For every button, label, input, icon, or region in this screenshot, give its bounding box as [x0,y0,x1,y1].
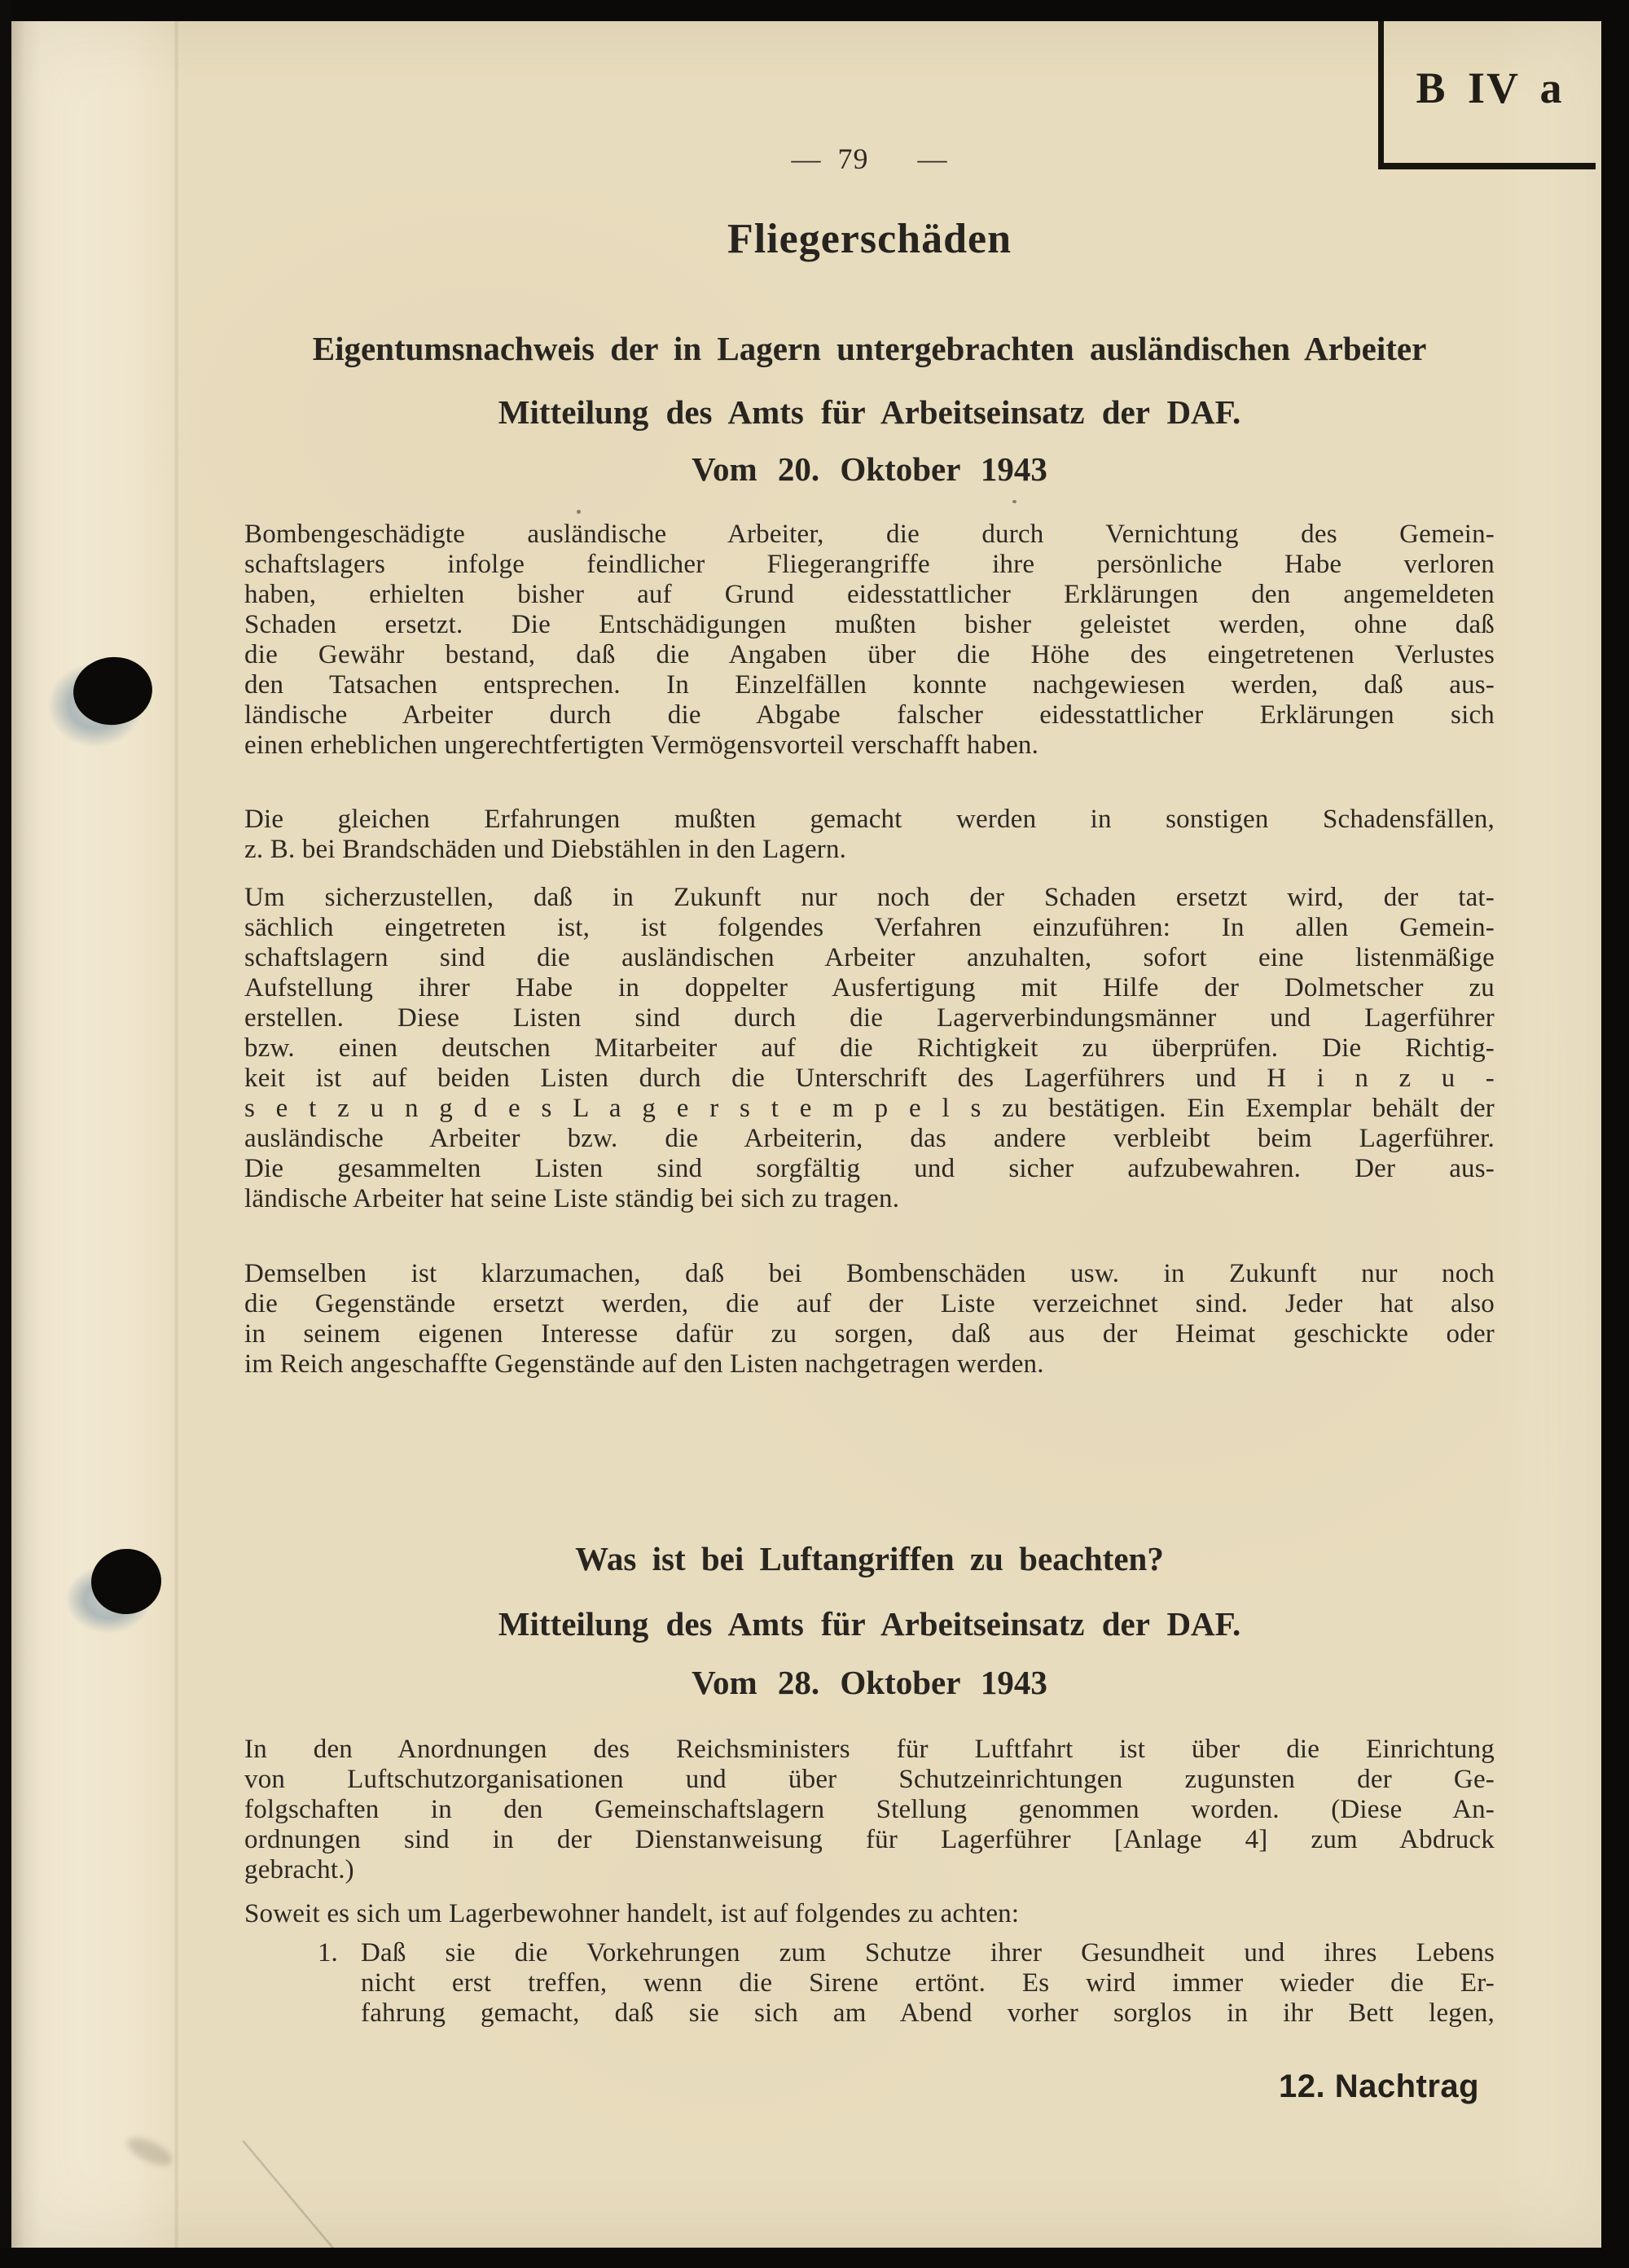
text-line: nicht erst treffen, wenn die Sirene ertönt. Es wird immer wieder die Er- [361,1968,1495,1998]
text-line: haben, erhielten bisher auf Grund eidesstattlicher Erklärungen den angemeldeten [244,580,1495,609]
text-line: ländische Arbeiter durch die Abgabe falscher eidesstattlicher Erklärungen sich [244,700,1495,730]
text-line: bzw. einen deutschen Mitarbeiter auf die Richtigkeit zu überprüfen. Die Richtig- [244,1033,1495,1063]
text-line: Schaden ersetzt. Die Entschädigungen mußten bisher geleistet werden, ohne daß [244,610,1495,639]
list-item [361,1938,1495,2029]
text-line: fahrung gemacht, daß sie sich am Abend vorher sorglos in ihr Bett legen, [361,1998,1495,2028]
text-line: In den Anordnungen des Reichsministers für Luftfahrt ist über die Einrichtung [244,1735,1495,1764]
text-line: Die gesammelten Listen sind sorgfältig und sicher aufzubewahren. Der aus- [244,1154,1495,1183]
scan-edge-bottom [0,2248,1629,2268]
text-line: den Tatsachen entsprechen. In Einzelfällen konnte nachgewiesen werden, daß aus- [244,670,1495,700]
text-line: ordnungen sind in der Dienstanweisung für Lagerführer [Anlage 4] zum Abdruck [244,1825,1495,1854]
list-intro: Soweit es sich um Lagerbewohner handelt, ist auf folgendes zu achten: [244,1899,1020,1928]
text-line: Aufstellung ihrer Habe in doppelter Ausfertigung mit Hilfe der Dolmetscher zu [244,973,1495,1002]
list-item-marker: 1. [318,1938,338,1968]
text-line: Daß sie die Vorkehrungen zum Schutze ihrer Gesundheit und ihres Lebens [361,1938,1495,1968]
text-line: ländische Arbeiter hat seine Liste ständig bei sich zu tragen. [244,1184,900,1213]
text-line: erstellen. Diese Listen sind durch die Lagerverbindungsmänner und Lagerführer [244,1003,1495,1033]
text-line: keit ist auf beiden Listen durch die Unterschrift des Lagerführers und H i n z u - [244,1064,1495,1093]
classification-label: B IV a [1416,64,1564,112]
page-number: — 79 — [791,143,948,175]
scan-edge-right [1601,0,1629,2268]
pencil-scratch-mark [243,2140,346,2263]
ink-speck [577,510,581,514]
text-line: im Reich angeschaffte Gegenstände auf den Listen nachgetragen werden. [244,1349,1044,1379]
section-1-heading: Eigentumsnachweis der in Lagern untergebrachten ausländischen Arbeiter [312,330,1427,367]
text-line: Die gleichen Erfahrungen mußten gemacht werden in sonstigen Schadensfällen, [244,805,1495,834]
text-line: ausländische Arbeiter bzw. die Arbeiterin, das andere verbleibt beim Lagerführer. [244,1124,1495,1153]
ink-speck [1012,500,1016,503]
paper-sheet [11,21,1601,2248]
text-line: sächlich eingetreten ist, ist folgendes Verfahren einzuführen: In allen Gemein- [244,913,1495,942]
text-line: gebracht.) [244,1855,354,1884]
smudge-mark [124,2132,177,2170]
text-line: die Gegenstände ersetzt werden, die auf der Liste verzeichnet sind. Jeder hat also [244,1289,1495,1318]
text-line: einen erheblichen ungerechtfertigten Vermögensvorteil verschafft haben. [244,730,1039,760]
text-line: von Luftschutzorganisationen und über Schutzeinrichtungen zugunsten der Ge- [244,1765,1495,1794]
text-line: folgschaften in den Gemeinschaftslagern Stellung genommen worden. (Diese An- [244,1795,1495,1824]
paragraph [244,520,1495,761]
supplement-footer-label: 12. Nachtrag [1279,2068,1480,2104]
page-title: Fliegerschäden [727,216,1012,262]
text-line: schaftslagern sind die ausländischen Arbeiter anzuhalten, sofort eine listenmäßige [244,943,1495,972]
scan-edge-left [0,0,11,2268]
text-line: die Gewähr bestand, daß die Angaben über die Höhe des eingetretenen Verlustes [244,640,1495,669]
paragraph [244,1735,1495,1885]
section-2-date: Vom 28. Oktober 1943 [692,1664,1047,1701]
text-line: Demselben ist klarzumachen, daß bei Bombenschäden usw. in Zukunft nur noch [244,1259,1495,1288]
scan-edge-top [0,0,1629,21]
text-line: schaftslagers infolge feindlicher Fliegerangriffe ihre persönliche Habe verloren [244,550,1495,579]
text-line: z. B. bei Brandschäden und Diebstählen in den Lagern. [244,835,847,864]
text-line: s e t z u n g d e s L a g e r s t e m p e l s zu bestätigen. Ein Exemplar behält der [244,1094,1495,1123]
text-line: in seinem eigenen Interesse dafür zu sorgen, daß aus der Heimat geschickte oder [244,1319,1495,1349]
section-2-heading: Was ist bei Luftangriffen zu beachten? [575,1540,1164,1577]
paragraph [244,1259,1495,1380]
section-1-source: Mitteilung des Amts für Arbeitseinsatz der DAF. [498,393,1241,431]
text-line: Um sicherzustellen, daß in Zukunft nur noch der Schaden ersetzt wird, der tat- [244,883,1495,912]
text-line: Bombengeschädigte ausländische Arbeiter, die durch Vernichtung des Gemein- [244,520,1495,549]
paragraph [244,883,1495,1214]
section-2-source: Mitteilung des Amts für Arbeitseinsatz der DAF. [498,1605,1241,1643]
paragraph [244,805,1495,865]
section-1-date: Vom 20. Oktober 1943 [692,450,1047,488]
